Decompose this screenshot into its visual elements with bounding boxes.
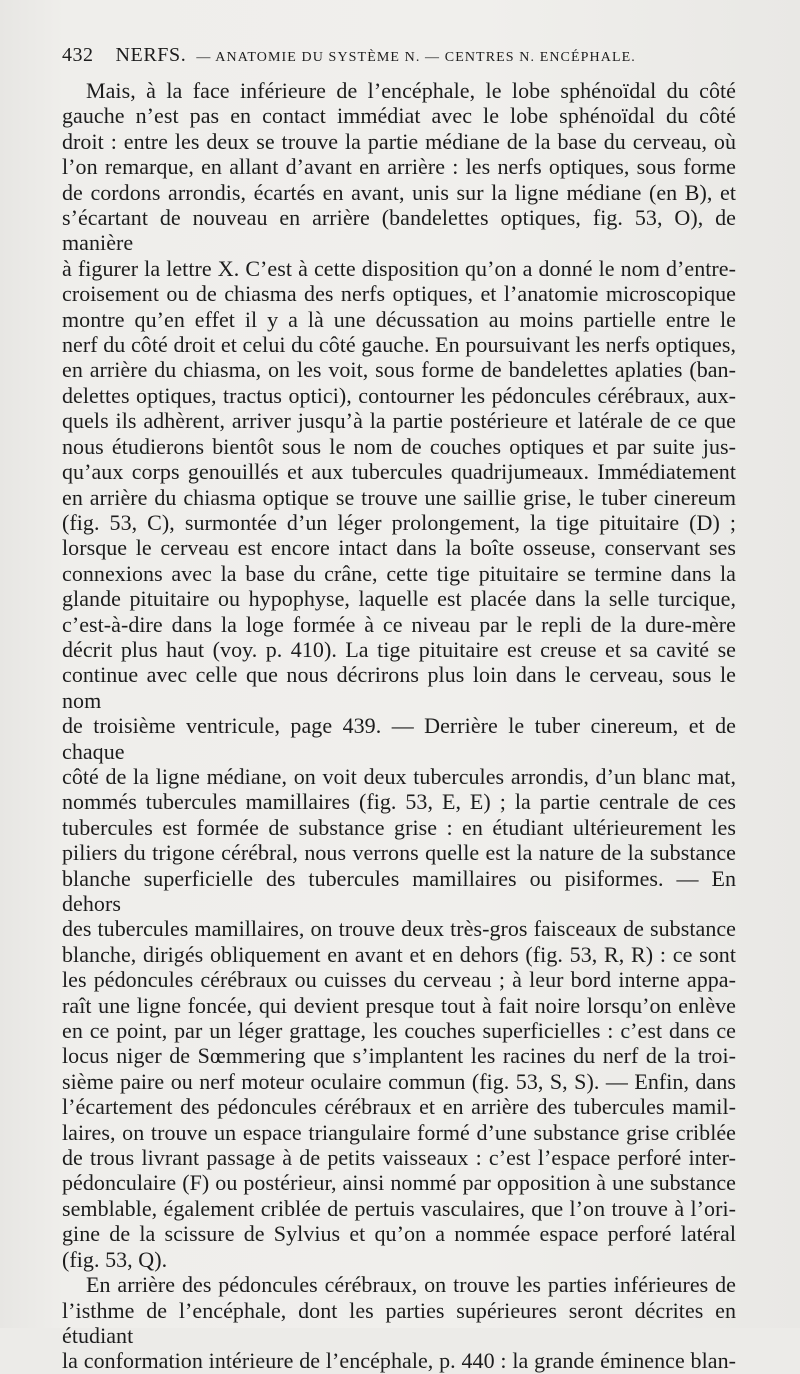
text-line: la conformation intérieure de l’encéphale, p. 440 : la grande éminence blan-: [62, 1348, 736, 1374]
text-line: c’est-à-dire dans la loge formée à ce niveau par le repli de la dure-mère: [62, 611, 736, 637]
text-line: (fig. 53, Q).: [62, 1246, 168, 1272]
text-line: semblable, également criblée de pertuis vasculaires, que l’on trouve à l’ori-: [62, 1195, 736, 1221]
text-line: croisement ou de chiasma des nerfs optiques, et l’anatomie microscopique: [62, 281, 736, 307]
text-line: l’on remarque, en allant d’avant en arrière : les nerfs optiques, sous forme: [62, 154, 736, 180]
text-line: des tubercules mamillaires, on trouve deux très-gros faisceaux de substance: [62, 916, 736, 942]
text-line: de trous livrant passage à de petits vaisseaux : c’est l’espace perforé inter-: [62, 1145, 736, 1171]
text-line: sième paire ou nerf moteur oculaire commun (fig. 53, S, S). — Enfin, dans: [62, 1068, 736, 1094]
text-line: En arrière des pédoncules cérébraux, on trouve les parties inférieures de: [86, 1272, 736, 1298]
text-line: glande pituitaire ou hypophyse, laquelle est placée dans la selle turcique,: [62, 586, 736, 612]
text-line: gine de la scissure de Sylvius et qu’on a nommée espace perforé latéral: [62, 1221, 736, 1247]
text-line: l’écartement des pédoncules cérébraux et en arrière des tubercules mamil-: [62, 1094, 736, 1120]
text-line: (fig. 53, C), surmontée d’un léger prolongement, la tige pituitaire (D) ;: [62, 509, 736, 535]
running-header: [62, 44, 742, 72]
text-line: blanche, dirigés obliquement en avant et en dehors (fig. 53, R, R) : ce sont: [62, 941, 736, 967]
text-line: laires, on trouve un espace triangulaire formé d’une substance grise criblée: [62, 1119, 736, 1145]
text-line: en arrière du chiasma, on les voit, sous forme de bandelettes aplaties (ban-: [62, 357, 736, 383]
text-line: nous étudierons bientôt sous le nom de couches optiques et par suite jus-: [62, 433, 736, 459]
text-line: en ce point, par un léger grattage, les couches superficielles : c’est dans ce: [62, 1018, 736, 1044]
text-line: nerf du côté droit et celui du côté gauche. En poursuivant les nerfs optiques,: [62, 332, 736, 358]
text-line: s’écartant de nouveau en arrière (bandelettes optiques, fig. 53, O), de manière: [62, 205, 736, 256]
text-line: raît une ligne foncée, qui devient presque tout à fait noire lorsqu’on enlève: [62, 992, 736, 1018]
text-line: continue avec celle que nous décrirons plus loin dans le cerveau, sous le nom: [62, 662, 736, 713]
text-line: gauche n’est pas en contact immédiat avec le lobe sphénoïdal du côté: [62, 103, 736, 129]
text-line: nommés tubercules mamillaires (fig. 53, E, E) ; la partie centrale de ces: [62, 789, 736, 815]
text-line: locus niger de Sœmmering que s’implantent les racines du nerf de la troi-: [62, 1043, 736, 1069]
text-line: à figurer la lettre X. C’est à cette disposition qu’on a donné le nom d’entre-: [62, 255, 736, 281]
text-line: les pédoncules cérébraux ou cuisses du cerveau ; à leur bord interne appa-: [62, 967, 736, 993]
text-line: quels ils adhèrent, arriver jusqu’à la partie postérieure et latérale de ce que: [62, 408, 736, 434]
text-line: connexions avec la base du crâne, cette tige pituitaire se termine dans la: [62, 560, 736, 586]
page-number: 432: [62, 44, 94, 66]
text-line: piliers du trigone cérébral, nous verrons quelle est la nature de la substance: [62, 840, 736, 866]
text-line: pédonculaire (F) ou postérieur, ainsi nommé par opposition à une substance: [62, 1170, 736, 1196]
text-line: qu’aux corps genouillés et aux tubercules quadrijumeaux. Immédiatement: [62, 459, 736, 485]
text-line: de cordons arrondis, écartés en avant, unis sur la ligne médiane (en B), et: [62, 179, 736, 205]
chapter-title: NERFS.: [115, 44, 187, 66]
text-line: Mais, à la face inférieure de l’encéphale, le lobe sphénoïdal du côté: [86, 78, 736, 103]
text-line: côté de la ligne médiane, on voit deux tubercules arrondis, d’un blanc mat,: [62, 763, 736, 789]
text-line: en arrière du chiasma optique se trouve une saillie grise, le tuber cinereum: [62, 484, 736, 510]
text-line: lorsque le cerveau est encore intact dans la boîte osseuse, conservant ses: [62, 535, 736, 561]
text-line: blanche superficielle des tubercules mamillaires ou pisiformes. — En dehors: [62, 865, 736, 916]
text-line: de troisième ventricule, page 439. — Derrière le tuber cinereum, et de chaque: [62, 713, 736, 764]
text-line: delettes optiques, tractus optici), contourner les pédoncules cérébraux, aux-: [62, 382, 736, 408]
running-title: — ANATOMIE DU SYSTÈME N. — CENTRES N. ENCÉPHALE.: [196, 50, 636, 65]
body-text: [62, 78, 736, 1374]
text-line: décrit plus haut (voy. p. 410). La tige pituitaire est creuse et sa cavité se: [62, 636, 736, 662]
text-line: montre qu’en effet il y a là une décussation au moins partielle entre le: [62, 306, 736, 332]
text-line: tubercules est formée de substance grise : en étudiant ultérieurement les: [62, 814, 736, 840]
text-line: l’isthme de l’encéphale, dont les parties supérieures seront décrites en étudiant: [62, 1297, 736, 1348]
text-line: droit : entre les deux se trouve la partie médiane de la base du cerveau, où: [62, 128, 736, 154]
